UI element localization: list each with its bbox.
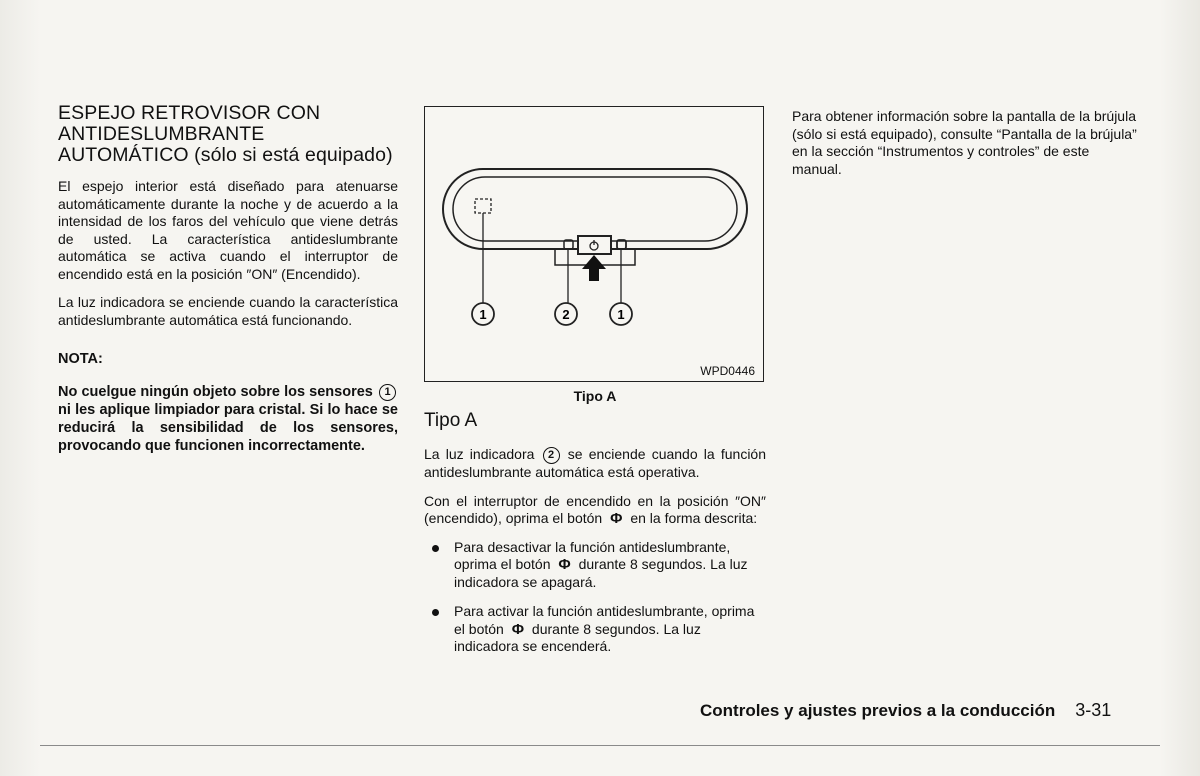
- front-sensor-icon: [475, 199, 491, 213]
- figure-caption: Tipo A: [573, 388, 617, 404]
- list-item: [424, 539, 766, 592]
- note-text-a: No cuelgue ningún objeto sobre los sensores: [58, 384, 373, 400]
- power-icon: Φ: [610, 510, 623, 527]
- intro-paragraph: El espejo interior está diseñado para atenuarse automáticamente durante la noche y de acuerdo a la intensidad de los faros del vehículo que viene detrás de usted. La característica antideslumbrante automática se activa cuando el interruptor de encendido está en la posición ″ON″ (Encendido).: [58, 178, 398, 282]
- title-line-1: ESPEJO RETROVISOR CON: [58, 102, 321, 124]
- figure-code: WPD0446: [700, 364, 755, 378]
- power-icon: Φ: [511, 620, 525, 638]
- callout-2-label: 2: [562, 307, 570, 322]
- mirror-inner-outline: [453, 177, 737, 241]
- middle-column: [424, 106, 766, 668]
- p2-text-b: en la forma descrita:: [630, 510, 758, 526]
- bottom-divider: [40, 745, 1160, 746]
- p1-text-b: se enciende cuando la función antideslumbrante automática está operativa.: [424, 446, 766, 480]
- b1-text-b: durante 8 segundos. La luz indicadora se apagará.: [454, 556, 748, 590]
- instruction-list: [424, 539, 766, 656]
- b2-text-a: Para activar la función antideslumbrante, oprima el botón: [454, 603, 755, 637]
- mirror-figure: [424, 106, 764, 382]
- type-a-paragraph: [424, 446, 766, 482]
- right-column: [792, 108, 1137, 189]
- compass-paragraph: Para obtener información sobre la pantalla de la brújula (sólo si está equipado), consulte “Pantalla de la brújula” en la sección “Instrumentos y controles” de este manual.: [792, 108, 1137, 177]
- note-body: [58, 383, 398, 455]
- footer-section: Controles y ajustes previos a la conducción: [700, 701, 1056, 720]
- list-item: [424, 603, 766, 656]
- switch-paragraph: [424, 493, 766, 528]
- sensor-callout-icon: 1: [379, 384, 396, 401]
- indicator-callout-icon: 2: [543, 447, 560, 464]
- callout-3-label: 1: [617, 307, 625, 322]
- power-icon: Φ: [558, 556, 571, 573]
- indicator-paragraph: La luz indicadora se enciende cuando la característica antideslumbrante automática está funcionando.: [58, 294, 398, 328]
- subsection-title: Tipo A: [424, 410, 478, 431]
- p1-text-a: La luz indicadora: [424, 446, 535, 462]
- callout-1-label: 1: [479, 307, 487, 322]
- bullet-icon: [432, 545, 439, 552]
- p2-text-a: Con el interruptor de encendido en la posición ″ON″ (encendido), oprima el botón: [424, 492, 766, 526]
- b1-text-a: Para desactivar la función antideslumbrante, oprima el botón: [454, 538, 731, 572]
- mirror-diagram: [425, 107, 765, 383]
- title-line-2: ANTIDESLUMBRANTE: [58, 123, 265, 145]
- press-arrow-icon: [582, 255, 606, 281]
- title-line-3: AUTOMÁTICO (sólo si está equipado): [58, 144, 393, 166]
- bullet-icon: [432, 609, 439, 616]
- page-number: 3-31: [1075, 700, 1112, 720]
- b2-text-b: durante 8 segundos. La luz indicadora se encenderá.: [454, 620, 701, 654]
- section-title: [58, 103, 398, 166]
- page-footer: [700, 700, 1111, 721]
- note-text-b: ni les aplique limpiador para cristal. Si lo hace se reducirá la sensibilidad de los sensores, provocando que funcionen incorrectamente.: [58, 402, 398, 454]
- left-column: [58, 103, 398, 455]
- note-title: NOTA:: [58, 351, 103, 367]
